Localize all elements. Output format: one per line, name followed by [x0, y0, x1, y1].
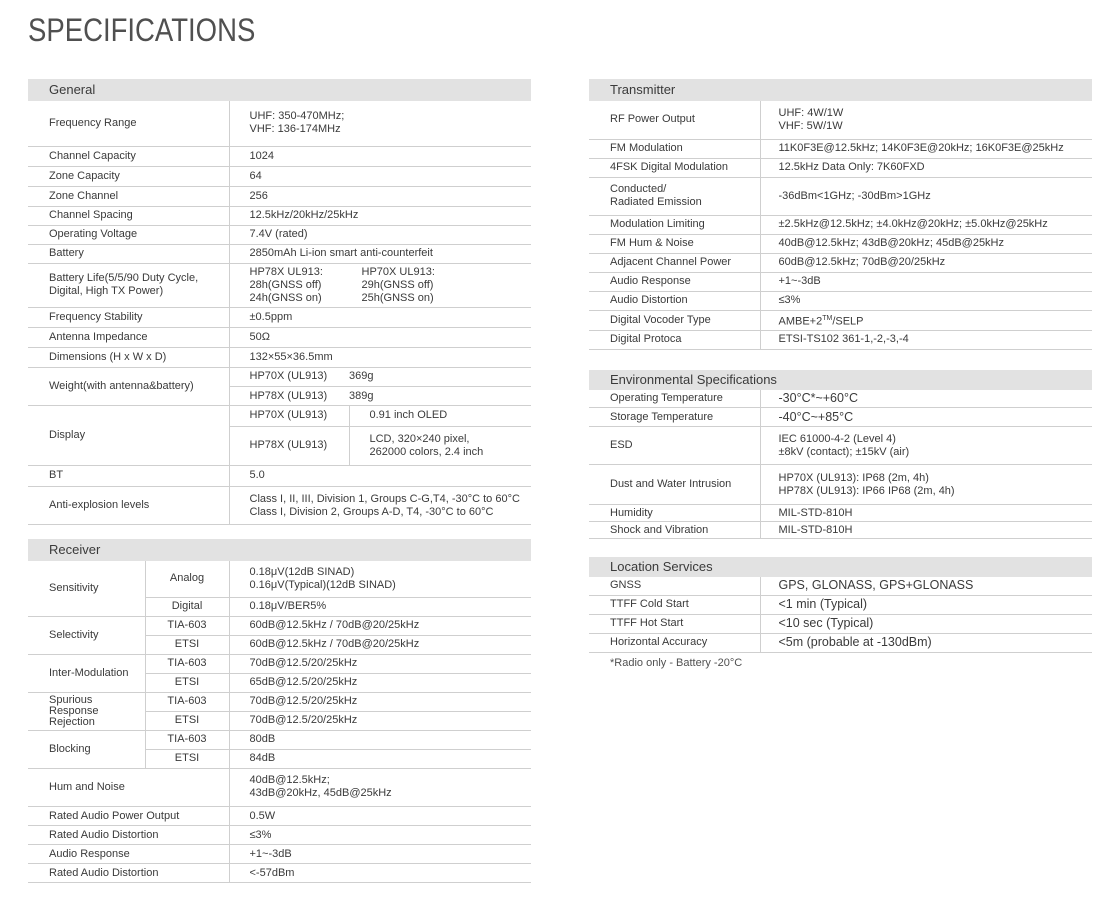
- spec-key: Storage Temperature: [589, 408, 760, 427]
- table-row: [28, 146, 531, 166]
- spec-key: TTFF Cold Start: [589, 595, 760, 614]
- spec-value: 2850mAh Li-ion smart anti-counterfeit: [229, 244, 531, 263]
- spec-key: Humidity: [589, 505, 760, 522]
- table-row: [28, 101, 531, 146]
- spec-value: 0.18μV/BER5%: [229, 597, 531, 616]
- spec-value: MIL-STD-810H: [760, 522, 1092, 539]
- spec-subkey: Digital: [145, 597, 229, 616]
- spec-value: 7.4V (rated): [229, 225, 531, 244]
- table-row: [589, 390, 1092, 408]
- table-row: [589, 505, 1092, 522]
- spec-value: 369g: [349, 368, 531, 387]
- spec-subkey: ETSI: [145, 635, 229, 654]
- spec-key: FM Hum & Noise: [589, 234, 760, 253]
- spec-value: 389g: [349, 387, 531, 406]
- table-row: [589, 272, 1092, 291]
- spec-value: 11K0F3E@12.5kHz; 14K0F3E@20kHz; 16K0F3E@25kHz: [760, 139, 1092, 158]
- table-row: [589, 330, 1092, 349]
- spec-value: 84dB: [229, 749, 531, 768]
- spec-value: UHF: 350-470MHz; VHF: 136-174MHz: [229, 101, 531, 146]
- table-row: [28, 225, 531, 244]
- table-row: [28, 845, 531, 864]
- spec-value: Class I, II, III, Division 1, Groups C-G,T4, -30°C to 60°C Class I, Division 2, Groups A-D, T4, -30°C to 60°C: [229, 487, 531, 525]
- spec-key: Battery: [28, 244, 229, 263]
- spec-key: Channel Spacing: [28, 206, 229, 225]
- spec-value: 60dB@12.5kHz; 70dB@20/25kHz: [760, 253, 1092, 272]
- spec-value: -30°C*~+60°C: [760, 390, 1092, 408]
- table-row: [28, 186, 531, 206]
- spec-key: GNSS: [589, 577, 760, 595]
- spec-value: -36dBm<1GHz; -30dBm>1GHz: [760, 177, 1092, 215]
- model-label: HP78X (UL913): [229, 426, 349, 465]
- spec-key: Horizontal Accuracy: [589, 633, 760, 652]
- location-table: [589, 577, 1092, 653]
- spec-value: [229, 263, 531, 307]
- spec-value: HP70X (UL913): IP68 (2m, 4h) HP78X (UL913): IP66 IP68 (2m, 4h): [760, 465, 1092, 505]
- spec-value: 65dB@12.5/20/25kHz: [229, 673, 531, 692]
- battery-life-hp78x: HP78X UL913: 28h(GNSS off) 24h(GNSS on): [249, 265, 323, 304]
- table-row: [28, 692, 531, 711]
- spec-value: 60dB@12.5kHz / 70dB@20/25kHz: [229, 616, 531, 635]
- model-label: HP78X (UL913): [229, 387, 349, 406]
- table-row: [589, 291, 1092, 310]
- footnote: *Radio only - Battery -20°C: [610, 656, 743, 669]
- spec-key: Antenna Impedance: [28, 327, 229, 347]
- spec-subkey: TIA-603: [145, 730, 229, 749]
- spec-key: Display: [28, 406, 229, 465]
- spec-key: Battery Life(5/5/90 Duty Cycle, Digital, High TX Power): [28, 263, 229, 307]
- spec-value: ±0.5ppm: [229, 307, 531, 327]
- general-table: [28, 101, 531, 368]
- table-row: [28, 368, 531, 387]
- spec-value: UHF: 4W/1W VHF: 5W/1W: [760, 101, 1092, 139]
- table-row: [28, 166, 531, 186]
- table-row: [28, 864, 531, 883]
- table-row: [589, 633, 1092, 652]
- spec-key: Audio Response: [28, 845, 229, 864]
- spec-value: 50Ω: [229, 327, 531, 347]
- environmental-heading: Environmental Specifications: [589, 370, 1092, 390]
- left-column: [28, 79, 531, 897]
- spec-value: 40dB@12.5kHz; 43dB@20kHz, 45dB@25kHz: [229, 769, 531, 807]
- transmitter-table: [589, 101, 1092, 350]
- location-heading: Location Services: [589, 557, 1092, 577]
- spec-value: 40dB@12.5kHz; 43dB@20kHz; 45dB@25kHz: [760, 234, 1092, 253]
- model-label: HP70X (UL913): [229, 406, 349, 426]
- transmitter-heading: Transmitter: [589, 79, 1092, 101]
- table-row: [589, 253, 1092, 272]
- spec-key: Audio Distortion: [589, 291, 760, 310]
- spec-key: BT: [28, 466, 229, 487]
- spec-value: <10 sec (Typical): [760, 614, 1092, 633]
- spec-key: Shock and Vibration: [589, 522, 760, 539]
- receiver-section: [28, 539, 531, 883]
- spec-value: 70dB@12.5/20/25kHz: [229, 654, 531, 673]
- spec-key: Channel Capacity: [28, 146, 229, 166]
- spec-value: 0.18μV(12dB SINAD) 0.16μV(Typical)(12dB SINAD): [229, 561, 531, 597]
- table-row: [28, 616, 531, 635]
- spec-value: 5.0: [229, 466, 531, 487]
- table-row: [28, 307, 531, 327]
- table-row: [589, 139, 1092, 158]
- spec-subkey: ETSI: [145, 749, 229, 768]
- spec-value: +1~-3dB: [760, 272, 1092, 291]
- spec-key: Selectivity: [28, 616, 145, 654]
- table-row: [28, 769, 531, 807]
- spec-key: Inter-Modulation: [28, 654, 145, 692]
- table-row: [28, 826, 531, 845]
- spec-key: Weight(with antenna&battery): [28, 368, 229, 406]
- table-row: [589, 465, 1092, 505]
- transmitter-section: [589, 79, 1092, 350]
- spec-key: Modulation Limiting: [589, 215, 760, 234]
- spec-key: Rated Audio Distortion: [28, 864, 229, 883]
- spec-value: 132×55×36.5mm: [229, 347, 531, 367]
- spec-key: Frequency Range: [28, 101, 229, 146]
- spec-subkey: ETSI: [145, 673, 229, 692]
- table-row: [28, 487, 531, 525]
- spec-key: Zone Channel: [28, 186, 229, 206]
- spec-key: Spurious Response Rejection: [28, 692, 145, 730]
- spec-value: LCD, 320×240 pixel, 262000 colors, 2.4 inch: [349, 426, 531, 465]
- spec-key: Rated Audio Power Output: [28, 807, 229, 826]
- display-table: [28, 406, 531, 466]
- spec-key: Conducted/ Radiated Emission: [589, 177, 760, 215]
- spec-key: Dust and Water Intrusion: [589, 465, 760, 505]
- environmental-section: [589, 370, 1092, 540]
- spec-subkey: ETSI: [145, 711, 229, 730]
- spec-subkey: TIA-603: [145, 692, 229, 711]
- receiver-table: [28, 561, 531, 769]
- weight-table: [28, 368, 531, 407]
- spec-value: MIL-STD-810H: [760, 505, 1092, 522]
- vocoder-suffix: /SELP: [832, 315, 864, 328]
- spec-value: 70dB@12.5/20/25kHz: [229, 692, 531, 711]
- model-label: HP70X (UL913): [229, 368, 349, 387]
- vocoder-name: AMBE+2: [778, 315, 823, 328]
- spec-key: TTFF Hot Start: [589, 614, 760, 633]
- table-row: [28, 206, 531, 225]
- spec-key: Sensitivity: [28, 561, 145, 616]
- spec-key: Frequency Stability: [28, 307, 229, 327]
- table-row: [589, 577, 1092, 595]
- spec-value: 60dB@12.5kHz / 70dB@20/25kHz: [229, 635, 531, 654]
- table-row: [589, 427, 1092, 465]
- spec-value: 1024: [229, 146, 531, 166]
- table-row: [28, 730, 531, 749]
- spec-value: ETSI-TS102 361-1,-2,-3,-4: [760, 330, 1092, 349]
- spec-value: GPS, GLONASS, GPS+GLONASS: [760, 577, 1092, 595]
- spec-value: 256: [229, 186, 531, 206]
- spec-key: Zone Capacity: [28, 166, 229, 186]
- table-row: [589, 177, 1092, 215]
- receiver-table-2: [28, 769, 531, 884]
- spec-subkey: TIA-603: [145, 616, 229, 635]
- environmental-table: [589, 390, 1092, 540]
- right-column: [589, 79, 1092, 683]
- spec-subkey: Analog: [145, 561, 229, 597]
- spec-key: Rated Audio Distortion: [28, 826, 229, 845]
- spec-value: 0.91 inch OLED: [349, 406, 531, 426]
- spec-value: +1~-3dB: [229, 845, 531, 864]
- table-row: [28, 347, 531, 367]
- table-row: [589, 215, 1092, 234]
- spec-key: Adjacent Channel Power: [589, 253, 760, 272]
- general-heading: General: [28, 79, 531, 101]
- table-row: [28, 654, 531, 673]
- bt-table: [28, 466, 531, 526]
- spec-value: ±2.5kHz@12.5kHz; ±4.0kHz@20kHz; ±5.0kHz@25kHz: [760, 215, 1092, 234]
- table-row: [28, 244, 531, 263]
- spec-key: Anti-explosion levels: [28, 487, 229, 525]
- table-row: [589, 614, 1092, 633]
- spec-key: 4FSK Digital Modulation: [589, 158, 760, 177]
- table-row: [589, 595, 1092, 614]
- spec-key: Audio Response: [589, 272, 760, 291]
- spec-value: 64: [229, 166, 531, 186]
- spec-subkey: TIA-603: [145, 654, 229, 673]
- spec-key: ESD: [589, 427, 760, 465]
- table-row: [589, 101, 1092, 139]
- spec-key: Operating Temperature: [589, 390, 760, 408]
- spec-value: 80dB: [229, 730, 531, 749]
- table-row: [28, 263, 531, 307]
- general-section: [28, 79, 531, 525]
- table-row: [28, 466, 531, 487]
- table-row: [589, 522, 1092, 539]
- spec-value: 12.5kHz Data Only: 7K60FXD: [760, 158, 1092, 177]
- spec-key: Blocking: [28, 730, 145, 768]
- table-row: [28, 561, 531, 597]
- table-row: [28, 406, 531, 426]
- spec-value: 0.5W: [229, 807, 531, 826]
- table-row: [28, 327, 531, 347]
- spec-key: Hum and Noise: [28, 769, 229, 807]
- table-row: [589, 234, 1092, 253]
- spec-value: IEC 61000-4-2 (Level 4) ±8kV (contact); ±15kV (air): [760, 427, 1092, 465]
- table-row: [28, 807, 531, 826]
- spec-value: 70dB@12.5/20/25kHz: [229, 711, 531, 730]
- page-title: SPECIFICATIONS: [28, 12, 256, 48]
- spec-key: Digital Vocoder Type: [589, 310, 760, 330]
- spec-value: ≤3%: [229, 826, 531, 845]
- trademark-mark: TM: [822, 314, 833, 322]
- spec-value: [760, 310, 1092, 330]
- table-row: [589, 408, 1092, 427]
- spec-key: Digital Protoca: [589, 330, 760, 349]
- spec-key: Operating Voltage: [28, 225, 229, 244]
- spec-value: ≤3%: [760, 291, 1092, 310]
- location-section: [589, 557, 1092, 669]
- receiver-heading: Receiver: [28, 539, 531, 561]
- spec-value: <5m (probable at -130dBm): [760, 633, 1092, 652]
- spec-key: FM Modulation: [589, 139, 760, 158]
- table-row: [589, 310, 1092, 330]
- spec-value: 12.5kHz/20kHz/25kHz: [229, 206, 531, 225]
- spec-key: RF Power Output: [589, 101, 760, 139]
- spec-value: <1 min (Typical): [760, 595, 1092, 614]
- table-row: [589, 158, 1092, 177]
- spec-value: <-57dBm: [229, 864, 531, 883]
- battery-life-hp70x: HP70X UL913: 29h(GNSS off) 25h(GNSS on): [361, 265, 435, 304]
- spec-key: Dimensions (H x W x D): [28, 347, 229, 367]
- spec-value: -40°C~+85°C: [760, 408, 1092, 427]
